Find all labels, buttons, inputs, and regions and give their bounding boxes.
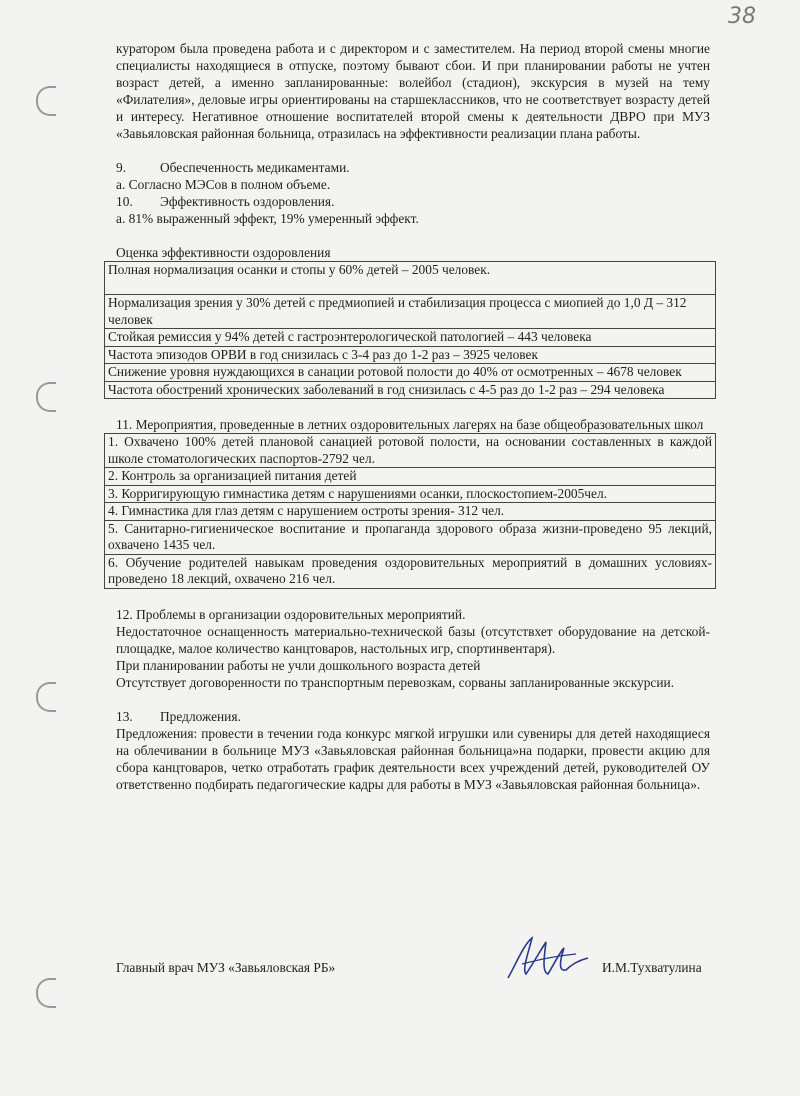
table-cell: Частота обострений хронических заболеваний в год снизилась с 4-5 раз до 1-2 раз – 294 человека: [105, 381, 716, 399]
table-row: [105, 554, 716, 588]
signatory-position: Главный врач МУЗ «Завьяловская РБ»: [116, 960, 336, 975]
table-cell: 6. Обучение родителей навыкам проведения оздоровительных мероприятий в домашних условиях-проведено 18 лекций, охвачено 216 чел.: [105, 554, 716, 588]
table-cell: Полная нормализация осанки и стопы у 60% детей – 2005 человек.: [105, 262, 716, 295]
handwritten-signature: [502, 934, 592, 984]
binder-hole: [36, 382, 56, 412]
page-number: 38: [728, 4, 756, 29]
section-title: Эффективность оздоровления.: [160, 194, 335, 209]
table-row: [105, 468, 716, 486]
table-row: [105, 364, 716, 382]
effectiveness-table: [104, 261, 716, 399]
table-row: [105, 485, 716, 503]
document-body: [108, 40, 712, 793]
table-cell: 1. Охвачено 100% детей плановой санацией ротовой полости, на основании составленных в каждой школе стоматологических паспортов-2792 чел.: [105, 434, 716, 468]
table-caption: Оценка эффективности оздоровления: [116, 245, 331, 260]
section-10-heading: [116, 193, 710, 210]
section-number: 13.: [116, 708, 133, 724]
section-13-heading: [116, 708, 710, 725]
binder-hole: [36, 978, 56, 1008]
table-row: [105, 520, 716, 554]
table-cell: Частота эпизодов ОРВИ в год снизилась с 3-4 раз до 1-2 раз – 3925 человек: [105, 346, 716, 364]
section-number: 10.: [116, 194, 133, 209]
intro-paragraph: куратором была проведена работа и с директором и с заместителем. На период второй смены многие специалисты находящиеся в отпуске, поэтому бывают сбои. И при планировании работы не учтен возраст детей, а именно запланированные: волейбол (стадион), экскурсия в музей на тему «Филателия», деловые игры ориентированы на старшеклассников, что не соответствует возрасту детей и интересу. Негативное отношение воспитателей второй смены к деятельности ДВРО при МУЗ «Завьяловская районная больница, отразилась на эффективности реализации плана работы.: [116, 41, 710, 141]
section-11-title: 11. Мероприятия, проведенные в летних оздоровительных лагерях на базе общеобразовательных школ: [116, 417, 704, 432]
table-row: [105, 295, 716, 329]
table-row: [105, 262, 716, 295]
table-row: [105, 503, 716, 521]
section-number: 9.: [116, 160, 127, 175]
section-12-title: 12. Проблемы в организации оздоровительных мероприятий.: [116, 606, 466, 622]
table-cell: 5. Санитарно-гигиеническое воспитание и пропаганда здорового образа жизни-проведено 95 лекций, охвачено 1435 чел.: [105, 520, 716, 554]
table-cell: 2. Контроль за организацией питания детей: [105, 468, 716, 486]
table-row: [105, 346, 716, 364]
section-12-line: При планировании работы не учли дошкольного возраста детей: [116, 657, 481, 673]
activities-table: [104, 433, 716, 589]
section-9-item: a. Согласно МЭСов в полном объеме.: [116, 177, 331, 192]
table-row: [105, 434, 716, 468]
section-10-item: a. 81% выраженный эффект, 19% умеренный эффект.: [116, 211, 419, 226]
signatory-name: И.М.Тухватулина: [602, 960, 702, 975]
table-cell: 3. Корригирующую гимнастика детям с нарушениями осанки, плоскостопием-2005чел.: [105, 485, 716, 503]
section-title: Обеспеченность медикаментами.: [160, 160, 350, 175]
table-cell: Стойкая ремиссия у 94% детей с гастроэнтерологической патологией – 443 человека: [105, 329, 716, 347]
section-title: Предложения.: [160, 708, 241, 724]
section-12-line: Недостаточное оснащенность материально-технической базы (отсутствхет оборудование на детской-площадке, малое количество канцтоваров, настольных игр, спортинвентаря).: [116, 623, 710, 656]
table-row: [105, 381, 716, 399]
binder-hole: [36, 86, 56, 116]
binder-hole: [36, 682, 56, 712]
table-cell: Нормализация зрения у 30% детей с предмиопией и стабилизация процесса с миопией до 1,0 Д – 312 человек: [105, 295, 716, 329]
table-row: [105, 329, 716, 347]
table-cell: 4. Гимнастика для глаз детям с нарушением остроты зрения- 312 чел.: [105, 503, 716, 521]
section-12-line: Отсутствует договоренности по транспортным перевозкам, сорваны запланированные экскурсии.: [116, 674, 675, 690]
section-9-heading: [116, 159, 710, 176]
section-13-text: Предложения: провести в течении года конкурс мягкой игрушки или сувениры для детей находящиеся на облечивании в больнице МУЗ «Завьяловская районная больница»на подарки, провести акцию для сбора канцтоваров, четко отработать график деятельности всех учреждений детей, руководителей ОУ ответственно подбирать педагогические кадры для работы в МУЗ «Завьяловская районная больница».: [116, 725, 710, 792]
table-cell: Снижение уровня нуждающихся в санации ротовой полости до 40% от осмотренных – 4678 человек: [105, 364, 716, 382]
